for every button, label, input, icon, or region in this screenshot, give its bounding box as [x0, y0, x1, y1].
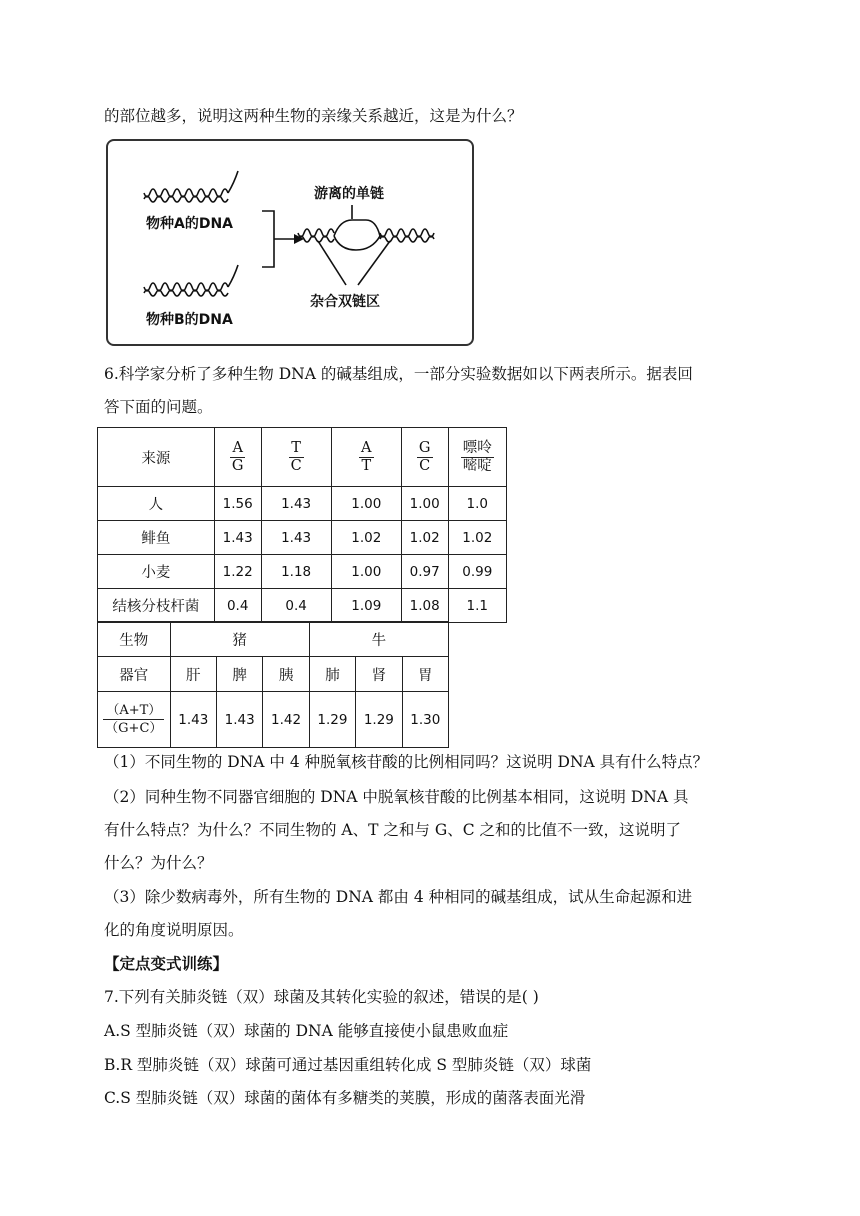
header-a-over-t: $\frac{A}{T}$	[331, 428, 401, 487]
q6-line1: 6.科学家分析了多种生物 DNA 的碱基组成，一部分实验数据如以下两表所示。据表回	[104, 365, 693, 383]
table-row	[98, 692, 449, 748]
organ-ratio-table	[97, 621, 449, 748]
header-source: 来源	[98, 428, 215, 487]
cell-value: 1.43	[216, 692, 262, 748]
single-strand-loop	[334, 220, 380, 250]
dna-a-strand1	[144, 196, 228, 202]
cell-value: 1.00	[331, 487, 401, 521]
organ-spleen: 脾	[216, 657, 262, 692]
row-name: 人	[98, 487, 215, 521]
header-a-over-g: $\frac{A}{G}$	[214, 428, 261, 487]
cell-value: 1.00	[401, 487, 448, 521]
dna-b-strand1	[144, 290, 228, 296]
hybrid-pointer-left	[318, 241, 346, 285]
organ-kidney: 肾	[356, 657, 402, 692]
header-g-over-c: $\frac{G}{C}$	[401, 428, 448, 487]
hybrid-strand-left2	[298, 229, 334, 237]
base-ratio-table	[97, 427, 507, 623]
question-2-line3: 什么？为什么？	[104, 854, 213, 872]
cell-value: 0.97	[401, 555, 448, 589]
row-name: 小麦	[98, 555, 215, 589]
dna-a-tail	[228, 171, 238, 193]
label-free-single-strand: 游离的单链	[314, 186, 384, 202]
cell-value: 1.00	[331, 555, 401, 589]
cell-value: 1.29	[309, 692, 355, 748]
cell-value: 1.02	[331, 521, 401, 555]
question-2-line1: （2）同种生物不同器官细胞的 DNA 中脱氧核苷酸的比例基本相同，这说明 DNA 具	[104, 788, 689, 806]
dna-b-tail	[228, 265, 238, 287]
dna-b-strand2	[144, 283, 228, 291]
label-hybrid-double-strand: 杂合双链区	[310, 294, 380, 310]
organ-pancreas: 胰	[263, 657, 309, 692]
table-row	[98, 521, 507, 555]
table-row	[98, 555, 507, 589]
cell-value: 1.18	[261, 555, 331, 589]
hybrid-pointer-right	[358, 241, 390, 285]
cell-value: 1.08	[401, 589, 448, 623]
q7-option-c: C.S 型肺炎链（双）球菌的菌体有多糖类的荚膜，形成的菌落表面光滑	[104, 1089, 586, 1107]
q7-option-a: A.S 型肺炎链（双）球菌的 DNA 能够直接使小鼠患败血症	[104, 1022, 509, 1040]
ratio-label: $\frac{(A+T)}{(G+C)}$	[98, 692, 171, 748]
q6-line2: 答下面的问题。	[104, 398, 213, 416]
cell-value: 1.56	[214, 487, 261, 521]
cell-value: 1.43	[170, 692, 216, 748]
cell-value: 1.09	[331, 589, 401, 623]
organ-lung: 肺	[309, 657, 355, 692]
bracket	[262, 211, 274, 267]
cell-value: 1.0	[448, 487, 506, 521]
cell-value: 1.1	[448, 589, 506, 623]
header-cow: 牛	[309, 622, 448, 657]
header-pig: 猪	[170, 622, 309, 657]
label-species-b-dna: 物种B的DNA	[146, 312, 233, 328]
row-name: 结核分枝杆菌	[98, 589, 215, 623]
label-species-a-dna: 物种A的DNA	[146, 216, 234, 232]
question-1: （1）不同生物的 DNA 中 4 种脱氧核苷酸的比例相同吗？这说明 DNA 具有什么特点？	[104, 753, 709, 771]
section-heading: 【定点变式训练】	[104, 954, 229, 973]
question-3-line1: （3）除少数病毒外，所有生物的 DNA 都由 4 种相同的碱基组成，试从生命起源和进	[104, 888, 693, 906]
intro-line: 的部位越多，说明这两种生物的亲缘关系越近，这是为什么？	[104, 107, 523, 125]
header-purine-over-pyrimidine: $\frac{\text{嘌呤}}{\text{嘧啶}}$	[448, 428, 506, 487]
cell-value: 1.30	[402, 692, 448, 748]
cell-value: 1.42	[263, 692, 309, 748]
cell-value: 1.02	[448, 521, 506, 555]
cell-value: 0.4	[214, 589, 261, 623]
cell-value: 1.43	[261, 521, 331, 555]
header-organism: 生物	[98, 622, 171, 657]
cell-value: 1.02	[401, 521, 448, 555]
header-t-over-c: $\frac{T}{C}$	[261, 428, 331, 487]
cell-value: 0.99	[448, 555, 506, 589]
dna-a-strand2	[144, 189, 228, 197]
question-2-line2: 有什么特点？为什么？不同生物的 A、T 之和与 G、C 之和的比值不一致，这说明了	[104, 821, 681, 839]
dna-hybridization-figure	[106, 139, 474, 346]
organ-liver: 肝	[170, 657, 216, 692]
cell-value: 1.22	[214, 555, 261, 589]
table-row	[98, 589, 507, 623]
q7-stem: 7.下列有关肺炎链（双）球菌及其转化实验的叙述，错误的是( )	[104, 988, 539, 1006]
table-row	[98, 487, 507, 521]
cell-value: 0.4	[261, 589, 331, 623]
organ-stomach: 胃	[402, 657, 448, 692]
row-name: 鲱鱼	[98, 521, 215, 555]
cell-value: 1.43	[214, 521, 261, 555]
cell-value: 1.29	[356, 692, 402, 748]
q7-option-b: B.R 型肺炎链（双）球菌可通过基因重组转化成 S 型肺炎链（双）球菌	[104, 1056, 592, 1074]
cell-value: 1.43	[261, 487, 331, 521]
question-3-line2: 化的角度说明原因。	[104, 921, 244, 939]
header-organ: 器官	[98, 657, 171, 692]
